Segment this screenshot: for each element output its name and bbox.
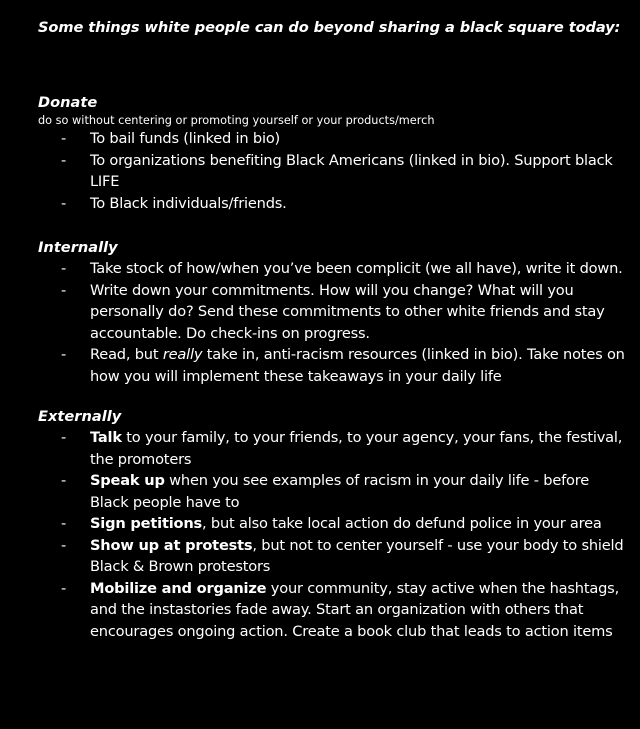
list-item-text: Take stock of how/when you’ve been complicit (we all have), write it down. <box>90 260 623 277</box>
list-item <box>38 344 626 387</box>
bullet-dash: - <box>61 194 67 212</box>
list-item-emphasis: really <box>162 346 203 363</box>
document-title: Some things white people can do beyond sharing a black square today: <box>38 19 621 36</box>
list-item <box>38 470 626 513</box>
bullet-dash: - <box>61 260 67 277</box>
bullet-dash: - <box>61 579 67 597</box>
list-item-text: To Black individuals/friends. <box>90 194 287 212</box>
bullet-dash: - <box>61 346 67 363</box>
donate-note: do so without centering or promoting yourself or your products/merch <box>38 114 435 127</box>
section-heading-externally: Externally <box>38 408 122 425</box>
externally-list <box>38 427 626 642</box>
list-item-bold: Talk <box>90 429 122 446</box>
list-item <box>38 258 626 280</box>
list-item-text: when you see examples of racism in your daily life - before Black people have to <box>90 472 590 511</box>
list-item-text: To organizations benefiting Black Americans (linked in bio). Support black LIFE <box>90 151 613 190</box>
donate-list <box>38 128 626 214</box>
list-item-text: To bail funds (linked in bio) <box>90 130 281 147</box>
list-item-bold: Mobilize and organize <box>90 579 267 597</box>
list-item-text: Write down your commitments. How will you change? What will you personally do? Send these commitments to other white friends and stay accountable. Do check-ins on progress. <box>90 281 605 342</box>
list-item <box>38 513 626 535</box>
list-item-bold: Show up at protests <box>90 536 253 554</box>
list-item <box>38 150 626 193</box>
bullet-dash: - <box>61 151 67 169</box>
bullet-dash: - <box>61 130 67 147</box>
section-heading-donate: Donate <box>38 94 98 111</box>
bullet-dash: - <box>61 515 67 532</box>
list-item <box>38 427 626 470</box>
bullet-dash: - <box>61 281 67 299</box>
list-item-text: to your family, to your friends, to your agency, your fans, the festival, the promoters <box>90 429 623 468</box>
bullet-dash: - <box>61 429 67 446</box>
bullet-dash: - <box>61 536 67 554</box>
internally-list <box>38 258 626 387</box>
list-item <box>38 535 626 578</box>
list-item <box>38 193 626 215</box>
list-item <box>38 128 626 150</box>
list-item <box>38 280 626 345</box>
list-item-text-before: Read, but <box>90 346 163 363</box>
list-item-bold: Sign petitions <box>90 515 203 532</box>
list-item-text-after: take in, anti-racism resources (linked in bio). Take notes on how you will implement these takeaways in your daily life <box>90 346 625 385</box>
list-item-text: , but also take local action do defund police in your area <box>202 515 602 532</box>
section-heading-internally: Internally <box>38 239 118 256</box>
list-item-text: your community, stay active when the hashtags, and the instastories fade away. Start an organization with others that encourages ongoing action. Create a book club that leads to action items <box>90 579 620 640</box>
bullet-dash: - <box>61 472 67 489</box>
list-item-bold: Speak up <box>90 472 165 489</box>
list-item-text: , but not to center yourself - use your body to shield Black & Brown protestors <box>90 536 624 575</box>
list-item <box>38 578 626 643</box>
